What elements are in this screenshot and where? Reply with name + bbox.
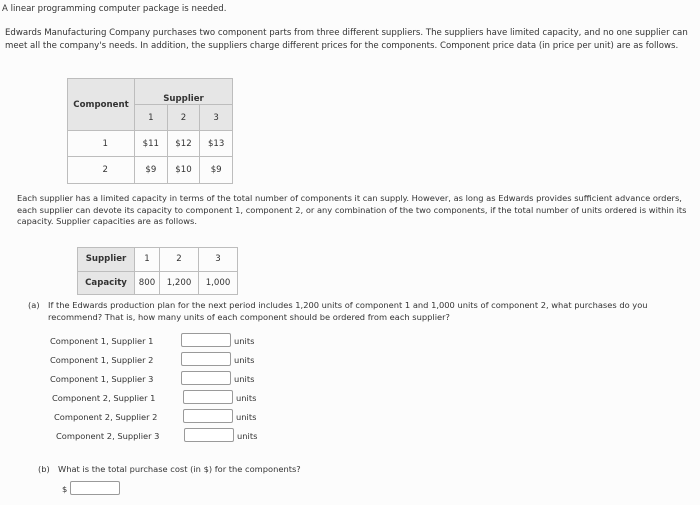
unit-label: units — [236, 393, 257, 403]
part-b-question: What is the total purchase cost (in $) for the components? — [58, 464, 301, 474]
answer-input-c2-s2[interactable] — [183, 409, 233, 423]
answer-label-c1-s2: Component 1, Supplier 2 — [50, 355, 154, 365]
supplier-number: 3 — [199, 248, 238, 272]
answer-label-c2-s3: Component 2, Supplier 3 — [56, 431, 160, 441]
answer-label-c2-s2: Component 2, Supplier 2 — [54, 412, 158, 422]
part-a-marker: (a) — [28, 300, 40, 310]
component-cell: 1 — [68, 131, 135, 157]
supplier-label: Supplier — [78, 248, 135, 272]
answer-input-c2-s3[interactable] — [184, 428, 234, 442]
unit-label: units — [234, 374, 255, 384]
notice-text: A linear programming computer package is needed. — [2, 4, 227, 14]
supplier-col-3: 3 — [200, 105, 233, 131]
price-cell: $11 — [135, 131, 168, 157]
capacity-table — [77, 247, 238, 295]
unit-label: units — [234, 355, 255, 365]
component-cell: 2 — [68, 157, 135, 184]
capacity-value: 800 — [135, 271, 160, 295]
answer-input-c2-s1[interactable] — [183, 390, 233, 404]
price-cell: $12 — [167, 131, 200, 157]
intro-text: Edwards Manufacturing Company purchases two component parts from three different suppliers. The suppliers have limited capacity, and no one supplier can meet all the company's needs. In addition, the suppliers charge different prices for the components. Component price data (in price per unit) are as follows. — [5, 28, 688, 51]
currency-symbol: $ — [62, 484, 68, 494]
capacity-value: 1,000 — [199, 271, 238, 295]
unit-label: units — [236, 412, 257, 422]
total-cost-input[interactable] — [70, 481, 120, 495]
answer-input-c1-s1[interactable] — [181, 333, 231, 347]
capacity-label: Capacity — [78, 271, 135, 295]
price-cell: $13 — [200, 131, 233, 157]
price-cell: $9 — [135, 157, 168, 184]
unit-label: units — [237, 431, 258, 441]
part-b-marker: (b) — [38, 464, 50, 474]
supplier-number: 2 — [160, 248, 199, 272]
price-cell: $9 — [200, 157, 233, 184]
answer-input-c1-s2[interactable] — [181, 352, 231, 366]
answer-label-c1-s1: Component 1, Supplier 1 — [50, 336, 154, 346]
unit-label: units — [234, 336, 255, 346]
supplier-header: Supplier — [135, 79, 233, 105]
price-cell: $10 — [167, 157, 200, 184]
capacity-value: 1,200 — [160, 271, 199, 295]
answer-input-c1-s3[interactable] — [181, 371, 231, 385]
part-a-question: If the Edwards production plan for the next period includes 1,200 units of component 1 and 1,000 units of component 2, what purchases do you recommend? That is, how many units of each component should be ordered from each supplier? — [48, 300, 648, 322]
supplier-col-1: 1 — [135, 105, 168, 131]
supplier-number: 1 — [135, 248, 160, 272]
component-header: Component — [68, 79, 135, 131]
answer-label-c1-s3: Component 1, Supplier 3 — [50, 374, 154, 384]
table-row — [68, 157, 233, 184]
price-table — [67, 78, 233, 184]
capacity-text: Each supplier has a limited capacity in terms of the total number of components it can supply. However, as long as Edwards provides sufficient advance orders, each supplier can devote its capacity to component 1, component 2, or any combination of the two components, if the total number of units ordered is within its capacity. Supplier capacities are as follows. — [17, 193, 687, 226]
table-row — [68, 131, 233, 157]
supplier-col-2: 2 — [167, 105, 200, 131]
answer-label-c2-s1: Component 2, Supplier 1 — [52, 393, 156, 403]
